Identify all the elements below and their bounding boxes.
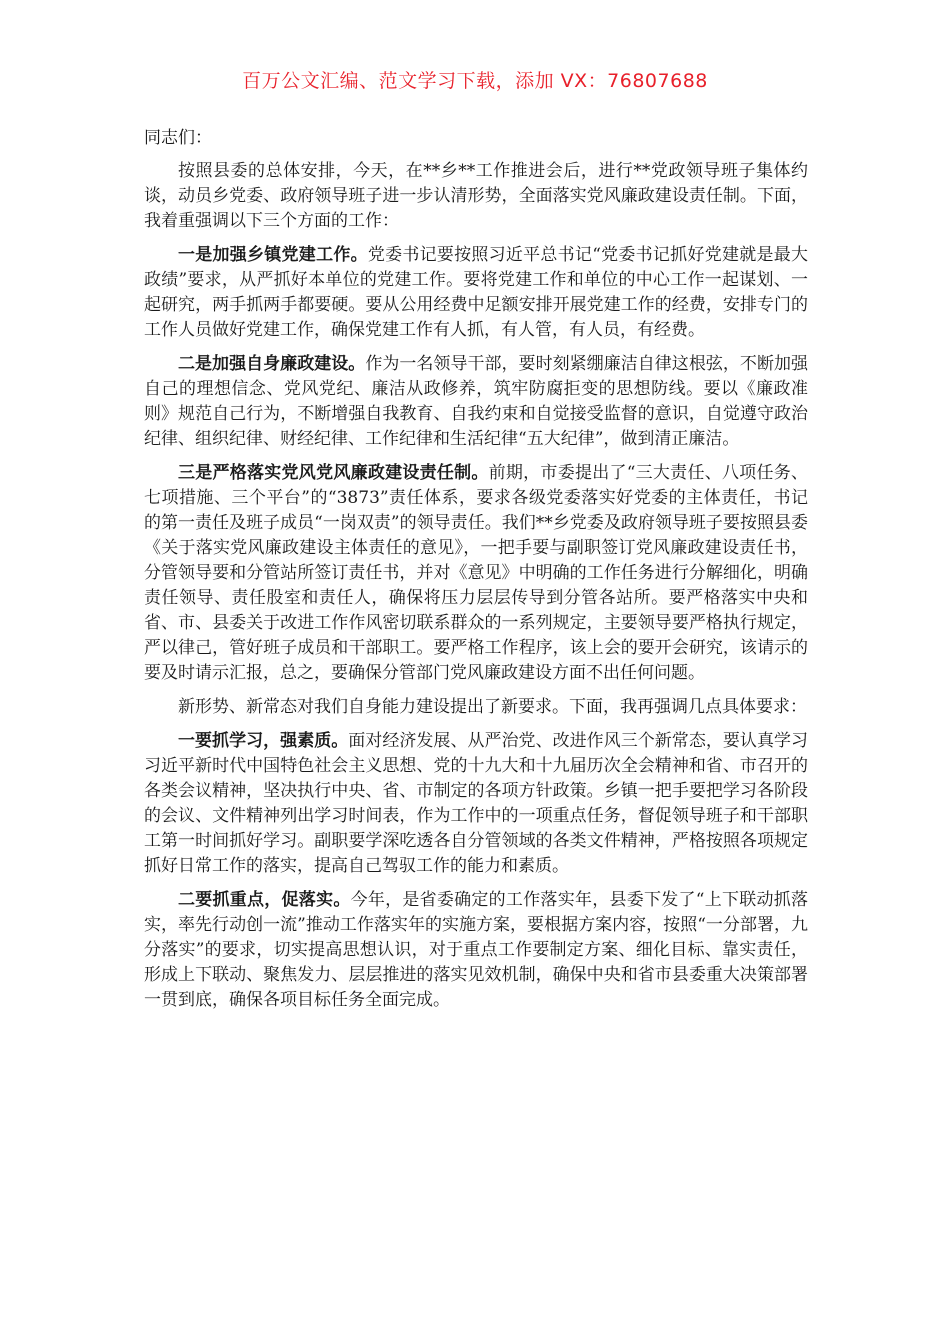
paragraph-text: 按照县委的总体安排，今天，在**乡**工作推进会后，进行**党政领导班子集体约谈，动员乡党委、政府领导班子进一步认清形势，全面落实党风廉政建设责任制。下面，我着重强调以下三个方面的工作： [144,161,808,231]
paragraph-lead: 一要抓学习，强素质。 [178,731,349,751]
paragraph-study [144,729,808,879]
paragraph-text: 面对经济发展、从严治党、改进作风三个新常态，要认真学习习近平新时代中国特色社会主义思想、党的十九大和十九届历次全会精神和省、市召开的各类会议精神，坚决执行中央、省、市制定的各项方针政策。乡镇一把手要把学习各阶段的会议、文件精神列出学习时间表，作为工作中的一项重点任务，督促领导班子和干部职工第一时间抓好学习。副职要学深吃透各自分管领域的各类文件精神，严格按照各项规定抓好日常工作的落实，提高自己驾驭工作的能力和素质。 [144,731,809,876]
salutation: 同志们： [144,128,212,148]
paragraph-implementation [144,888,808,1013]
paragraph-lead: 二是加强自身廉政建设。 [178,354,366,374]
paragraph-responsibility [144,461,808,686]
paragraph-text: 前期，市委提出了“三大责任、八项任务、七项措施、三个平台”的“3873”责任体系，要求各级党委落实好党委的主体责任，书记的第一责任及班子成员“一岗双责”的领导责任。我们**乡党委及政府领导班子要按照县委《关于落实党风廉政建设主体责任的意见》，一把手要与副职签订党风廉政建设责任书，分管领导要和分管站所签订责任书，并对《意见》中明确的工作任务进行分解细化，明确责任领导、责任股室和责任人，确保将压力层层传导到分管各站所。要严格落实中央和省、市、县委关于改进工作作风密切联系群众的一系列规定，主要领导要严格执行规定，严以律己，管好班子成员和干部职工。要严格工作程序，该上会的要开会研究，该请示的要及时请示汇报，总之，要确保分管部门党风廉政建设方面不出任何问题。 [144,463,808,683]
paragraph-text: 新形势、新常态对我们自身能力建设提出了新要求。下面，我再强调几点具体要求： [178,697,807,717]
paragraph-new-requirements [144,695,808,720]
paragraph-party-building [144,243,808,343]
watermark-header: 百万公文汇编、范文学习下载，添加 VX：76807688 [242,70,708,92]
paragraph-lead: 一是加强乡镇党建工作。 [178,245,368,265]
paragraph-lead: 二要抓重点，促落实。 [178,890,351,910]
paragraph-text: 作为一名领导干部，要时刻紧绷廉洁自律这根弦，不断加强自己的理想信念、党风党纪、廉洁从政修养，筑牢防腐拒变的思想防线。要以《廉政准则》规范自己行为，不断增强自我教育、自我约束和自觉接受监督的意识，自觉遵守政治纪律、组织纪律、财经纪律、工作纪律和生活纪律“五大纪律”，做到清正廉洁。 [144,354,809,449]
document-body [144,126,808,1022]
paragraph-intro [144,159,808,234]
paragraph-lead: 三是严格落实党风党风廉政建设责任制。 [178,463,489,483]
paragraph-text: 今年，是省委确定的工作落实年，县委下发了“上下联动抓落实，率先行动创一流”推动工作落实年的实施方案，要根据方案内容，按照“一分部署，九分落实”的要求，切实提高思想认识，对于重点工作要制定方案、细化目标、靠实责任，形成上下联动、聚焦发力、层层推进的落实见效机制，确保中央和省市县委重大决策部署一贯到底，确保各项目标任务全面完成。 [144,890,808,1010]
paragraph-text: 党委书记要按照习近平总书记“党委书记抓好党建就是最大政绩”要求，从严抓好本单位的党建工作。要将党建工作和单位的中心工作一起谋划、一起研究，两手抓两手都要硬。要从公用经费中足额安排开展党建工作的经费，安排专门的工作人员做好党建工作，确保党建工作有人抓，有人管，有人员，有经费。 [144,245,808,340]
paragraph-integrity [144,352,808,452]
